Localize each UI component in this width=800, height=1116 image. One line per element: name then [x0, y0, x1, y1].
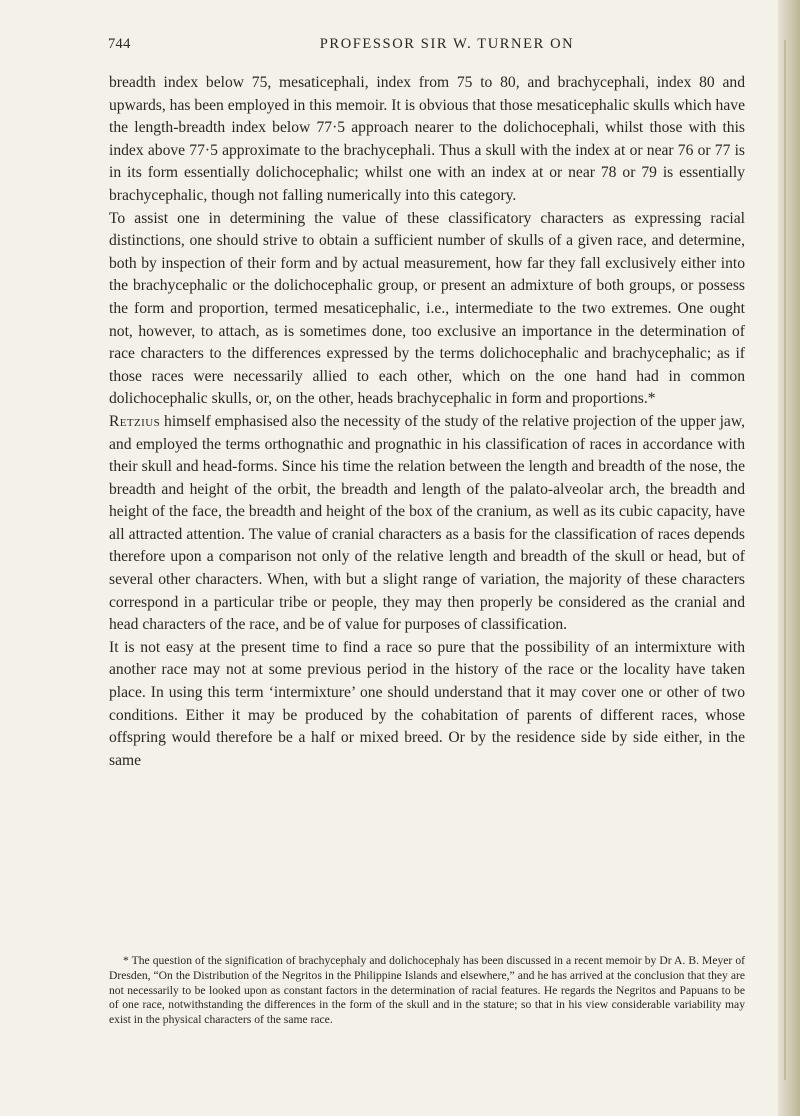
page-number: 744: [108, 36, 131, 52]
page-edge-shadow: [778, 0, 800, 1116]
paragraph-3-text: himself emphasised also the necessity of the study of the relative projection of the upper jaw, and employed the terms orthognathic and prognathic in his classification of races in accordance with their skull and head-forms. Since his time the relation between the length and breadth of the nose, the breadth and height of the orbit, the breadth and length of the palato-alveolar arch, the breadth and height of the face, the breadth and height of the box of the cranium, as well as its cubic capacity, have all attracted attention. The value of cranial characters as a basis for the classification of races depends therefore upon a comparison not only of the relative length and breadth of the skull or head, but of several other characters. When, with but a slight range of variation, the majority of these characters correspond in a particular tribe or people, they may then properly be considered as the cranial and head characters of the race, and be of value for purposes of classification.: [109, 412, 745, 634]
paragraph-4: It is not easy at the present time to find a race so pure that the possibility of an intermixture with another race may not at some previous period in the history of the race or the locality have taken place. In using this term ‘intermixture’ one should understand that it may cover one or other of two conditions. Either it may be produced by the cohabitation of parents of different races, whose offspring would therefore be a half or mixed breed. Or by the residence side by side either, in the same: [109, 638, 745, 769]
page-edge-line: [784, 40, 786, 1080]
footnote-text: * The question of the signification of brachycephaly and dolichocephaly has been discussed in a recent memoir by Dr A. B. Meyer of Dresden, “On the Distribution of the Negritos in the Philippine Islands and elsewhere,” and he has arrived at the conclusion that they are not necessarily to be looked upon as constant factors in the determination of racial features. He regards the Negritos and Papuans to be of one race, notwithstanding the differences in the form of the skull and in the stature; so that in his view considerable variability may exist in the physical characters of the same race.: [109, 954, 745, 1027]
paragraph-1: breadth index below 75, mesaticephali, index from 75 to 80, and brachycephali, index 80 and upwards, has been employed in this memoir. It is obvious that those mesaticephalic skulls which have the length-breadth index below 77·5 approach nearer to the dolichocephali, whilst those with this index above 77·5 approximate to the brachycephali. Thus a skull with the index at or near 76 or 77 is in its form essentially dolichocephalic; whilst one with an index at or near 78 or 79 is essentially brachycephalic, though not falling numerically into this category.: [109, 74, 745, 204]
running-title: PROFESSOR SIR W. TURNER ON: [319, 36, 575, 52]
paragraph-3: [109, 411, 745, 637]
body-text: [109, 72, 745, 772]
footnote: [109, 954, 745, 1028]
author-name-retzius: Retzius: [109, 412, 161, 430]
page-header: [108, 36, 746, 60]
paragraph-2: To assist one in determining the value of these classificatory characters as expressing racial distinctions, one should strive to obtain a sufficient number of skulls of a given race, and determine, both by inspection of their form and by actual measurement, how far they fall exclusively either into the brachycephalic or the dolichocephalic group, or present an admixture of both groups, or possess the form and proportion, termed mesaticephalic, i.e., intermediate to the two extremes. One ought not, however, to attach, as is sometimes done, too exclusive an importance in the determination of race characters to the differences expressed by the terms dolichocephalic and brachycephalic; as if those races were necessarily allied to each other, which on the one hand had in common dolichocephalic skulls, or, on the other, heads brachycephalic in form and proportions.*: [109, 209, 745, 408]
